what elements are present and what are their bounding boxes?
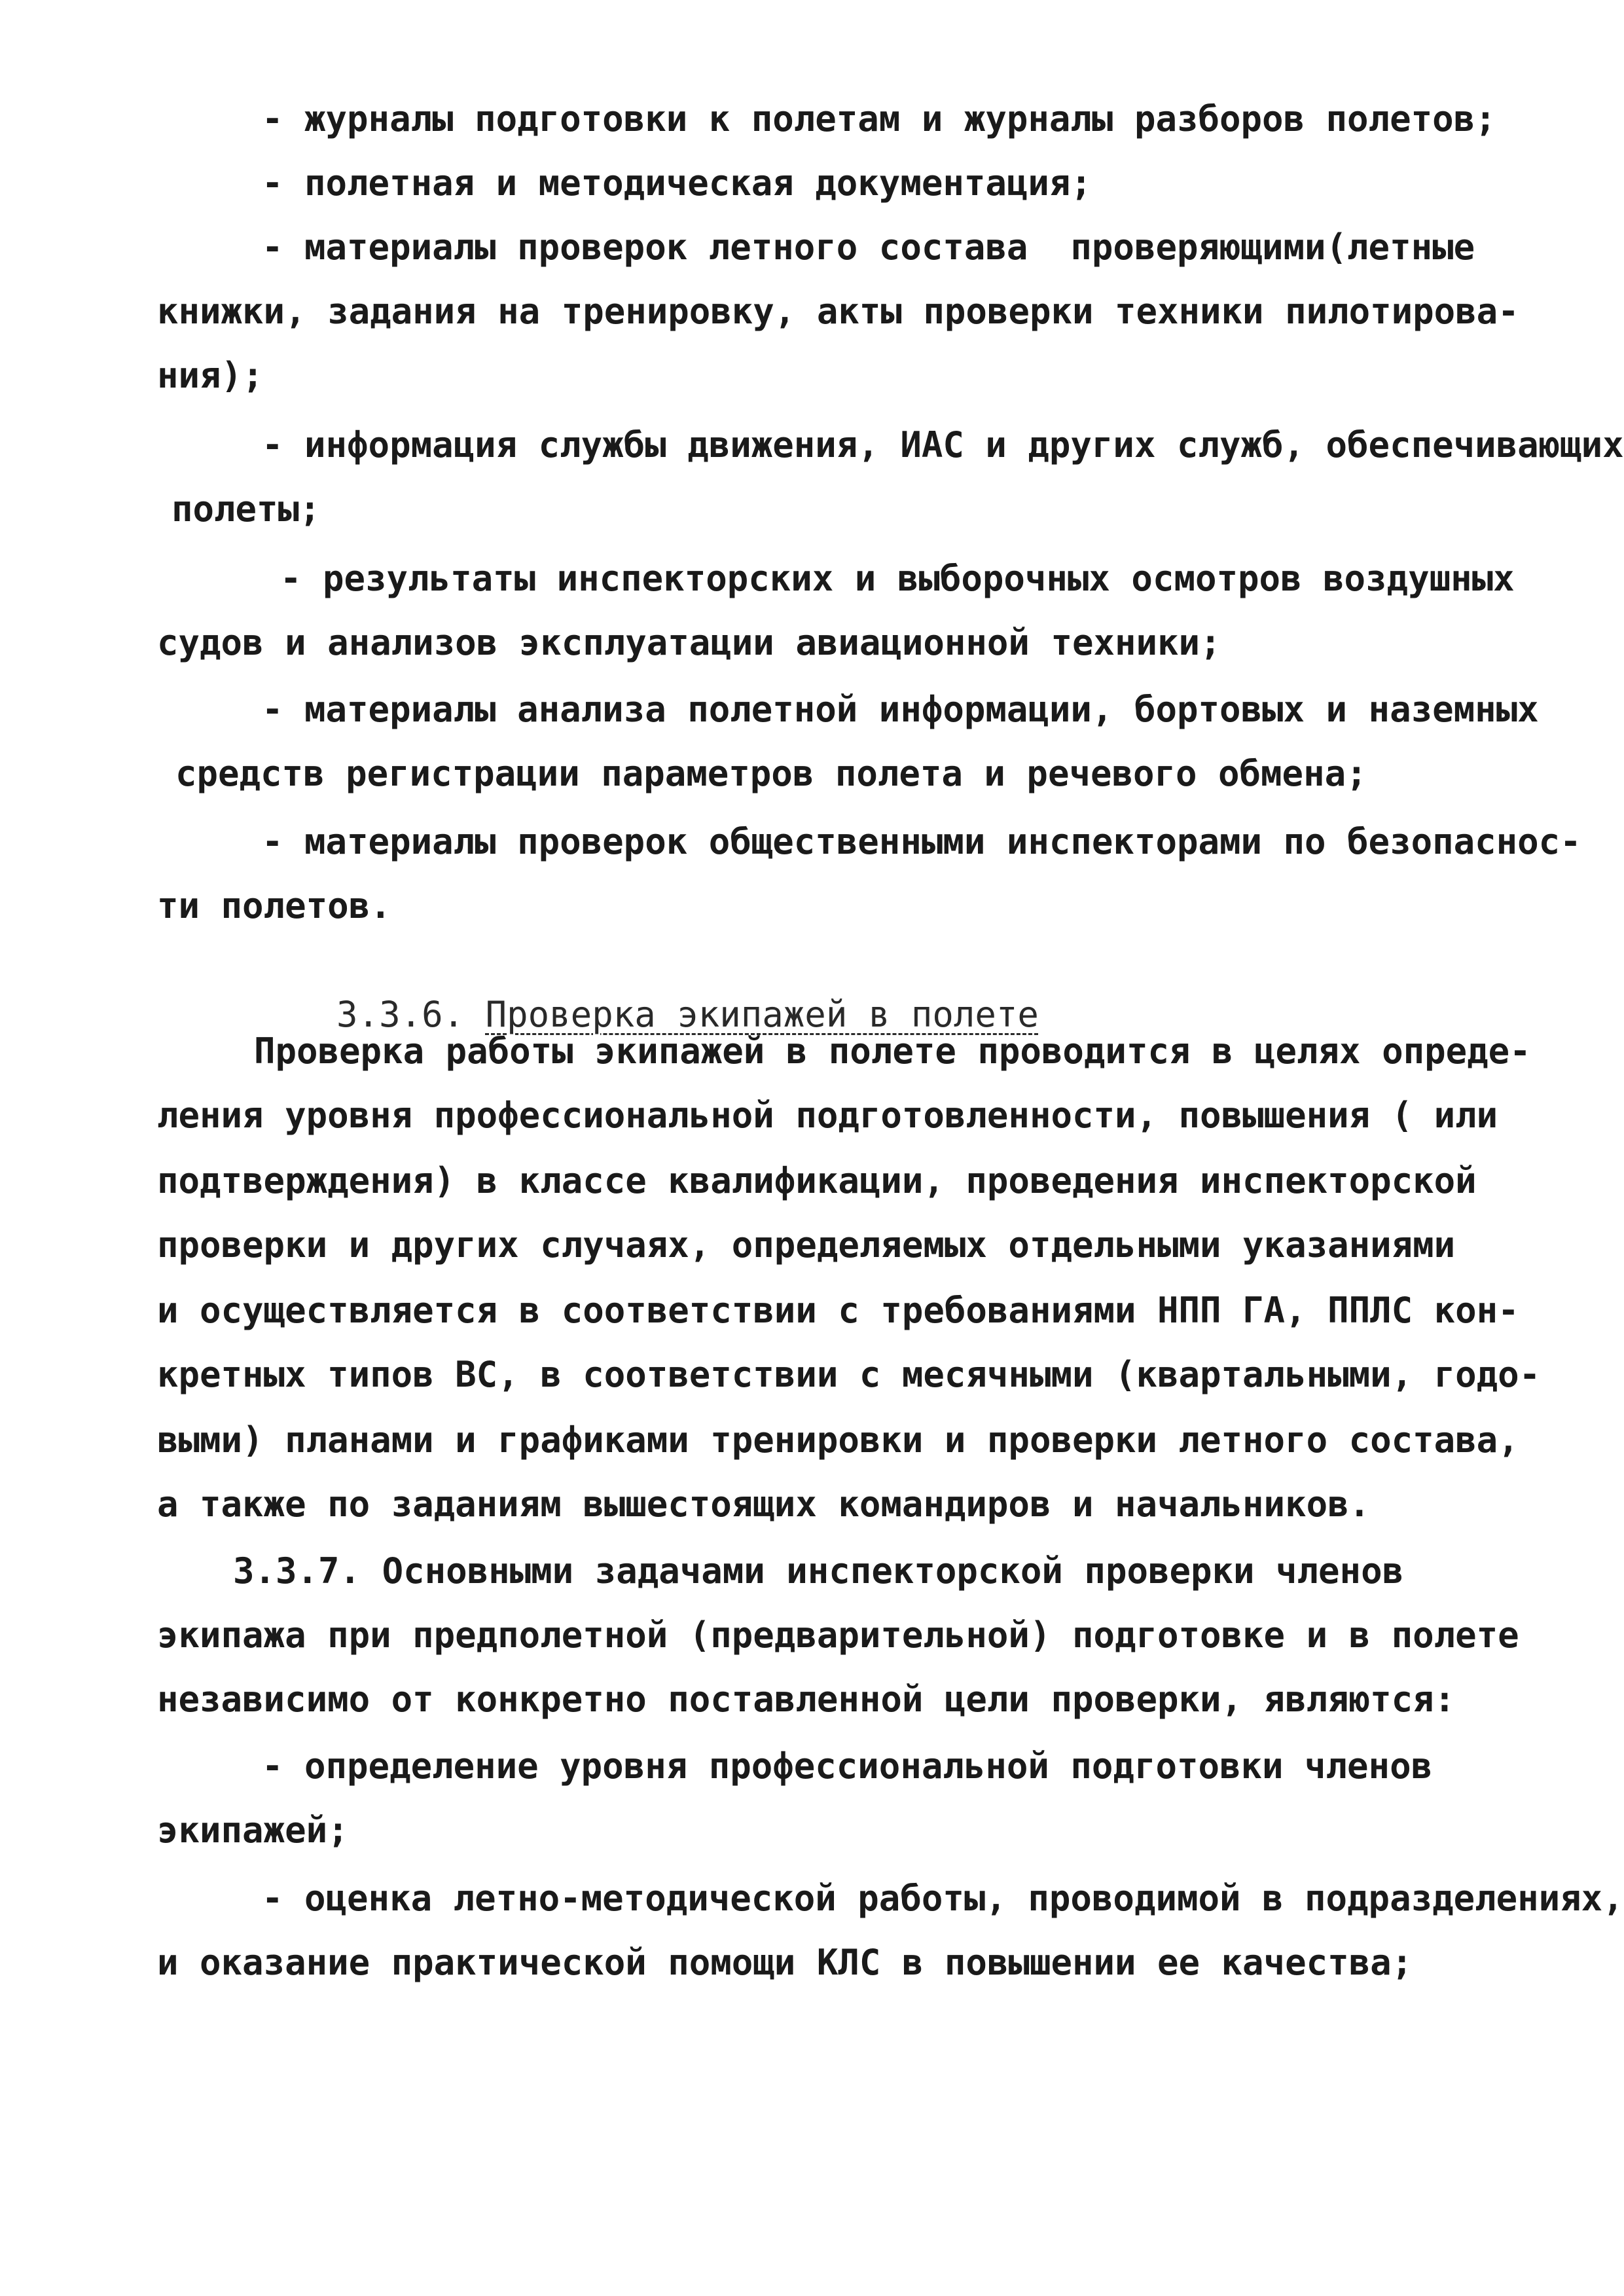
text-line: ления уровня профессиональной подготовленности, повышения ( или xyxy=(157,1095,1498,1136)
section-title: Проверка экипажей в полете xyxy=(485,994,1039,1035)
section-number: 3.3.6. xyxy=(336,994,465,1035)
text-line: 3.3.7. Основными задачами инспекторской проверки членов xyxy=(233,1550,1404,1592)
text-line: и осуществляется в соответствии с требованиями НПП ГА, ППЛС кон- xyxy=(157,1290,1519,1331)
text-line: - полетная и методическая документация; xyxy=(262,162,1092,204)
text-line: и оказание практической помощи КЛС в повышении ее качества; xyxy=(157,1942,1413,1983)
text-line: - материалы анализа полетной информации, бортовых и наземных xyxy=(262,689,1539,730)
text-line: ти полетов. xyxy=(157,885,391,926)
text-line: экипажей; xyxy=(157,1810,349,1851)
text-line: - результаты инспекторских и выборочных осмотров воздушных xyxy=(280,558,1515,599)
text-line: выми) планами и графиками тренировки и проверки летного состава, xyxy=(157,1419,1519,1461)
text-line: кретных типов ВС, в соответствии с месячными (квартальными, годо- xyxy=(157,1354,1541,1395)
text-line: - оценка летно-методической работы, проводимой в подразделениях, xyxy=(262,1878,1624,1919)
text-line: - материалы проверок общественными инспекторами по безопаснос- xyxy=(262,821,1581,862)
text-line: подтверждения) в классе квалификации, проведения инспекторской xyxy=(157,1160,1477,1201)
text-line: а также по заданиям вышестоящих командиров и начальников. xyxy=(157,1484,1371,1525)
text-line: ния); xyxy=(157,355,264,396)
text-line: проверки и других случаях, определяемых отдельными указаниями xyxy=(157,1224,1456,1266)
text-line: экипажа при предполетной (предварительной) подготовке и в полете xyxy=(157,1614,1519,1656)
text-line: полеты; xyxy=(171,488,321,530)
text-line: книжки, задания на тренировку, акты проверки техники пилотирова- xyxy=(157,291,1519,332)
text-line: - информация службы движения, ИАС и других служб, обеспечивающих xyxy=(262,424,1624,465)
text-line: - журналы подготовки к полетам и журналы разборов полетов; xyxy=(262,98,1496,139)
text-line: независимо от конкретно поставленной цели проверки, являются: xyxy=(157,1679,1456,1720)
text-line: Проверка работы экипажей в полете проводится в целях опреде- xyxy=(254,1030,1531,1072)
text-line: средств регистрации параметров полета и речевого обмена; xyxy=(175,753,1367,794)
text-line: - материалы проверок летного состава проверяющими(летные xyxy=(262,227,1475,268)
text-line: судов и анализов эксплуатации авиационной техники; xyxy=(157,622,1221,663)
text-line: - определение уровня профессиональной подготовки членов xyxy=(262,1745,1433,1787)
